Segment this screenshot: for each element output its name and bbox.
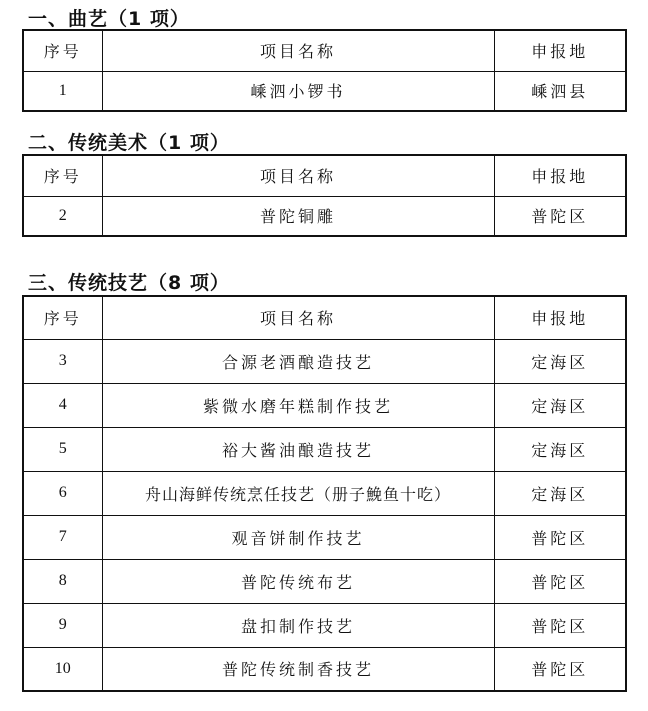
row-seq: 7	[23, 515, 102, 559]
row-seq: 9	[23, 603, 102, 647]
row-seq: 10	[23, 647, 102, 691]
row-name: 观音饼制作技艺	[102, 515, 494, 559]
row-place: 定海区	[494, 383, 626, 427]
row-place: 定海区	[494, 471, 626, 515]
row-seq: 6	[23, 471, 102, 515]
section-title-chuantong-meishu: 二、传统美术（1 项）	[28, 132, 230, 154]
row-place: 普陀区	[494, 603, 626, 647]
header-place: 申报地	[494, 30, 626, 71]
row-name: 裕大酱油酿造技艺	[102, 427, 494, 471]
row-name: 普陀传统制香技艺	[102, 647, 494, 691]
row-seq: 3	[23, 339, 102, 383]
table-row	[23, 339, 626, 383]
row-name: 盘扣制作技艺	[102, 603, 494, 647]
section-title-chuantong-jiyi: 三、传统技艺（8 项）	[28, 272, 230, 294]
row-place: 普陀区	[494, 559, 626, 603]
header-name: 项目名称	[102, 155, 494, 196]
table-chuantong-meishu	[22, 154, 627, 237]
table-row	[23, 196, 626, 236]
row-place: 普陀区	[494, 515, 626, 559]
row-name: 舟山海鲜传统烹任技艺（册子鮸鱼十吃）	[102, 471, 494, 515]
row-name: 嵊泗小锣书	[102, 71, 494, 111]
header-seq: 序号	[23, 296, 102, 339]
table-header-row	[23, 155, 626, 196]
row-seq: 8	[23, 559, 102, 603]
table-row	[23, 647, 626, 691]
header-seq: 序号	[23, 30, 102, 71]
table-quyi	[22, 29, 627, 112]
row-seq: 1	[23, 71, 102, 111]
header-name: 项目名称	[102, 30, 494, 71]
row-seq: 2	[23, 196, 102, 236]
table-row	[23, 515, 626, 559]
row-name: 普陀铜雕	[102, 196, 494, 236]
header-place: 申报地	[494, 296, 626, 339]
table-row	[23, 603, 626, 647]
row-place: 定海区	[494, 339, 626, 383]
row-name: 普陀传统布艺	[102, 559, 494, 603]
row-seq: 5	[23, 427, 102, 471]
table-row	[23, 383, 626, 427]
table-header-row	[23, 30, 626, 71]
row-name: 合源老酒酿造技艺	[102, 339, 494, 383]
section-title-quyi: 一、曲艺（1 项）	[28, 8, 190, 30]
row-place: 嵊泗县	[494, 71, 626, 111]
header-place: 申报地	[494, 155, 626, 196]
row-seq: 4	[23, 383, 102, 427]
table-row	[23, 71, 626, 111]
table-chuantong-jiyi	[22, 295, 627, 692]
row-place: 普陀区	[494, 196, 626, 236]
table-row	[23, 559, 626, 603]
table-row	[23, 471, 626, 515]
header-name: 项目名称	[102, 296, 494, 339]
table-row	[23, 427, 626, 471]
row-place: 定海区	[494, 427, 626, 471]
row-place: 普陀区	[494, 647, 626, 691]
row-name: 紫微水磨年糕制作技艺	[102, 383, 494, 427]
table-header-row	[23, 296, 626, 339]
header-seq: 序号	[23, 155, 102, 196]
